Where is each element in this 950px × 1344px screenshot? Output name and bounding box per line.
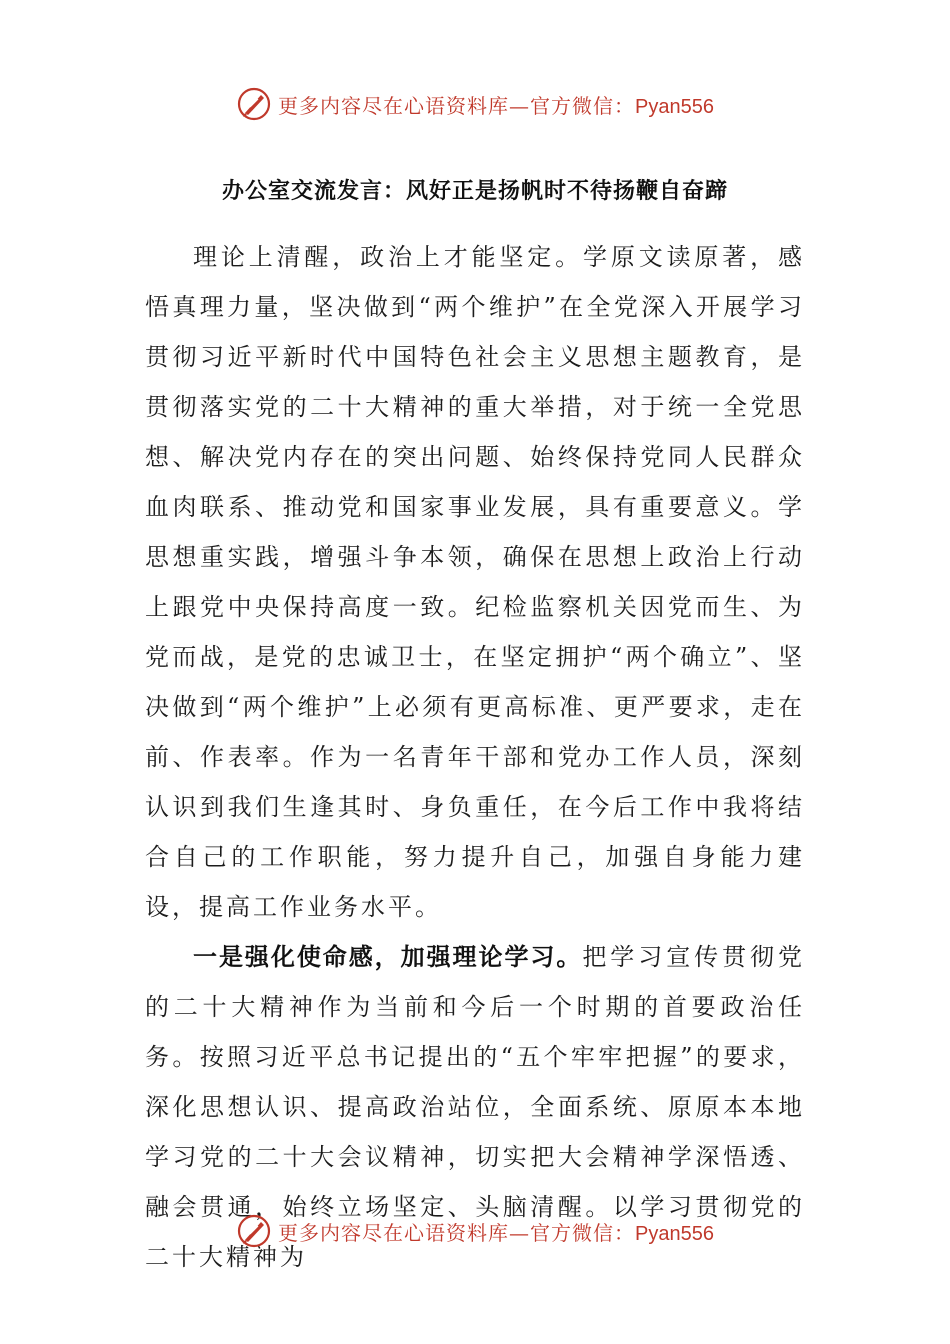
paragraph-1-text: 理论上清醒，政治上才能坚定。学原文读原著，感悟真理力量，坚决做到“两个维护”在全党深入开展学习贯彻习近平新时代中国特色社会主义思想主题教育，是贯彻落实党的二十大精神的重大举措，对于统一全党思想、解决党内存在的突出问题、始终保持党同人民群众血肉联系、推动党和国家事业发展，具有重要意义。学思想重实践，增强斗争本领，确保在思想上政治上行动上跟党中央保持高度一致。纪检监察机关因党而生、为党而战，是党的忠诚卫士，在坚定拥护“两个确立”、坚决做到“两个维护”上必须有更高标准、更严要求，走在前、作表率。作为一名青年干部和党办工作人员，深刻认识到我们生逢其时、身负重任，在今后工作中我将结合自己的工作职能，努力提升自己，加强自身能力建设，提高工作业务水平。 [145, 243, 805, 921]
paragraph-1 [145, 232, 805, 932]
watermark-text: 更多内容尽在心语资料库—官方微信：Pyan556 [278, 1220, 714, 1245]
wechat-id: Pyan556 [635, 1222, 714, 1245]
quill-seal-logo-icon [236, 86, 272, 122]
watermark-text: 更多内容尽在心语资料库—官方微信：Pyan556 [278, 93, 714, 118]
footer-watermark-banner [0, 1211, 950, 1251]
paragraph-2-text: 把学习宣传贯彻党的二十大精神作为当前和今后一个时期的首要政治任务。按照习近平总书记提出的“五个牢牢把握”的要求，深化思想认识、提高政治站位，全面系统、原原本本地学习党的二十大会议精神，切实把大会精神学深悟透、融会贯通，始终立场坚定、头脑清醒。以学习贯彻党的二十大精神为 [145, 943, 806, 1271]
wechat-id: Pyan556 [635, 95, 714, 118]
document-title: 办公室交流发言：风好正是扬帆时不待扬鞭自奋蹄 [221, 178, 728, 204]
header-watermark-banner [0, 84, 950, 124]
article-body [145, 232, 805, 1282]
quill-seal-logo-icon [236, 1213, 272, 1249]
paragraph-2-lead: 一是强化使命感，加强理论学习。 [193, 942, 583, 971]
